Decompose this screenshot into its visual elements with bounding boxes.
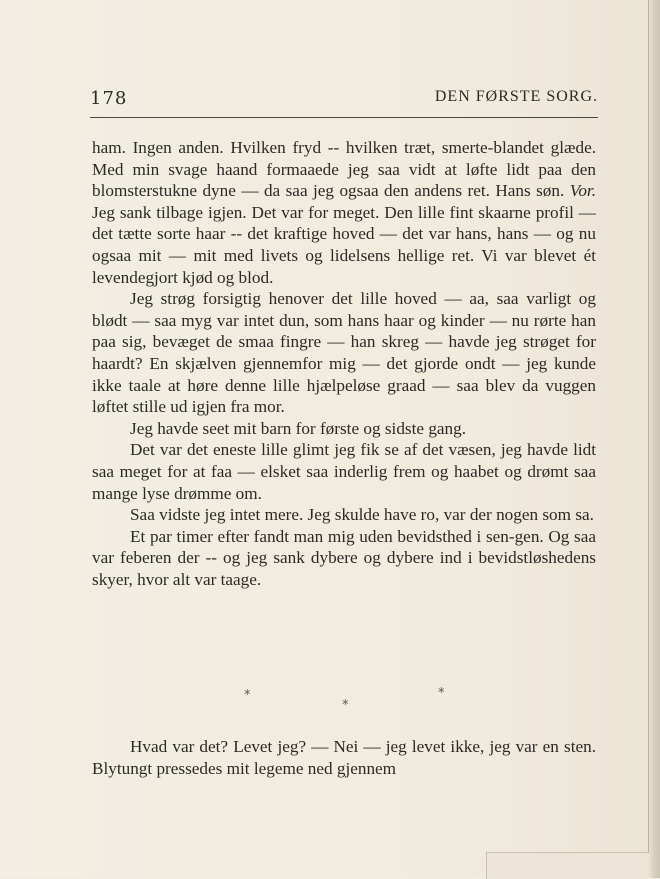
main-text	[92, 137, 596, 590]
paragraph-6: Et par timer efter fandt man mig uden bevidsthed i sen-gen. Og saa var feberen der -- og jeg sank dybere og dybere ind i bevidstløshedens skyer, hvor alt var taage.	[92, 526, 596, 589]
paragraph-1	[92, 137, 596, 288]
paragraph-2: Jeg strøg forsigtig henover det lille hoved — aa, saa varligt og blødt — saa myg var intet dun, som hans haar og kinder — nu rørte han paa sig, bevæget de smaa fingre — han skreg — havde jeg strøget for haardt? En skjælven gjennemfor mig — det gjorde ondt — jeg kunde ikke taale at høre denne lille hjælpeløse graad — saa blev da vuggen løftet stille ud igjen fra mor.	[92, 289, 596, 417]
separator-star-2: *	[438, 686, 445, 701]
page-corner-fold	[486, 852, 649, 879]
section-separator	[92, 686, 596, 714]
paragraph-1-tail: Jeg sank tilbage igjen. Det var for meget. Den lille fint skaarne profil — det tætte sorte haar -- det kraftige hoved — det var hans, hans — og nu ogsaa mit — mit med livets og lidelsens hellige ret. Vi var blevet ét levendegjort kjød og blod.	[92, 202, 596, 287]
closing-paragraph: Hvad var det? Levet jeg? — Nei — jeg levet ikke, jeg var en sten. Blytungt pressedes mit legeme ned gjennem	[92, 737, 596, 778]
running-title: DEN FØRSTE SORG.	[434, 88, 598, 105]
paragraph-5: Saa vidste jeg intet mere. Jeg skulde have ro, var der nogen som sa.	[130, 505, 594, 525]
page-number: 178	[90, 88, 128, 109]
paragraph-3: Jeg havde seet mit barn for første og sidste gang.	[130, 418, 467, 438]
separator-star-3: *	[342, 698, 349, 713]
paragraph-1-emphasis: Vor.	[569, 181, 596, 201]
page-edge	[648, 0, 660, 878]
paragraph-4: Det var det eneste lille glimt jeg fik se af det væsen, jeg havde lidt saa meget for at faa — elsket saa inderlig frem og haabet og drømt saa mange lyse drømme om.	[92, 440, 596, 503]
header-rule	[90, 117, 598, 118]
separator-star-1: *	[244, 688, 251, 703]
paragraph-1-text: ham. Ingen anden. Hvilken fryd -- hvilken træt, smerte-blandet glæde. Med min svage haand formaaede jeg saa vidt at løfte lidt paa den blomsterstukne dyne — da saa jeg ogsaa den andens ret. Hans søn.	[92, 138, 596, 201]
closing-text	[92, 736, 596, 779]
page-header	[90, 88, 598, 112]
